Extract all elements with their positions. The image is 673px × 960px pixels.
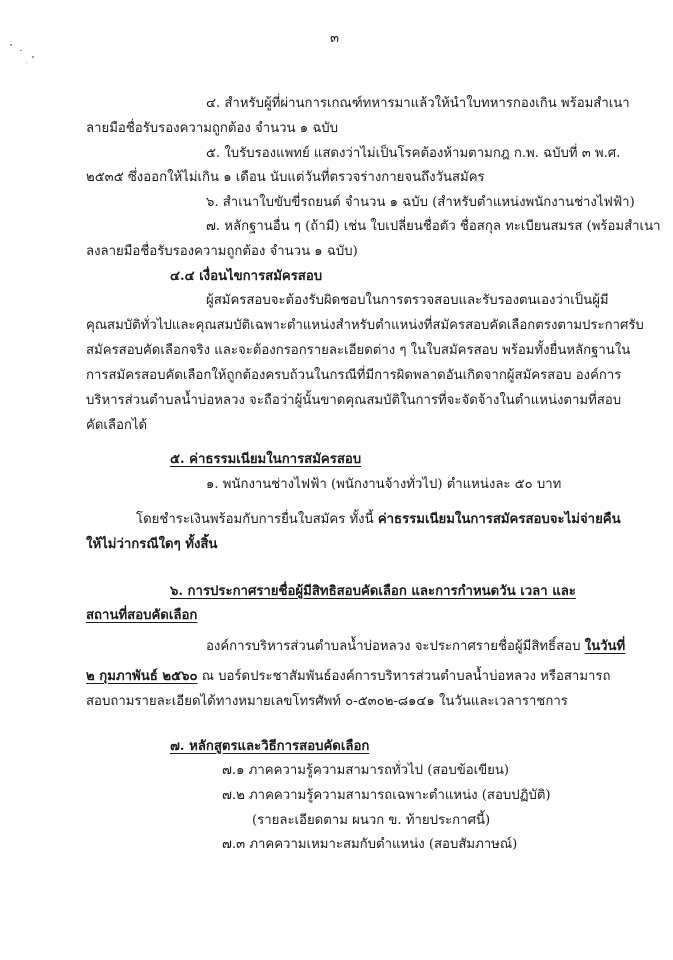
section-7-item-2-note: (รายละเอียดตาม ผนวก ข. ท้ายประกาศนี้) (252, 813, 491, 828)
section-5-payment-line1 (136, 511, 621, 529)
announce-text: องค์การบริหารส่วนตำบลน้ำบ่อหลวง จะประกาศรายชื่อผู้มีสิทธิ์สอบ (206, 639, 585, 654)
section-4-4-line: สมัครสอบคัดเลือกจริง และจะต้องกรอกรายละเอียดต่าง ๆ ในใบสมัครสอบ พร้อมทั้งยื่นหลักฐานใน (86, 343, 631, 358)
section-4-4-line: คุณสมบัติทั่วไปและคุณสมบัติเฉพาะตำแหน่งสำหรับตำแหน่งที่สมัครสอบคัดเลือกตรงตามประกาศรับ (86, 318, 644, 333)
item-5-line2: ๒๕๓๕ ซึ่งออกให้ไม่เกิน ๑ เดือน นับแต่วันที่ตรวจร่างกายจนถึงวันสมัคร (86, 170, 485, 185)
section-4-4-heading: ๔.๔ เงื่อนไขการสมัครสอบ (170, 269, 323, 284)
section-4-4-line: คัดเลือกได้ (86, 418, 148, 433)
item-7-line1: ๗. หลักฐานอื่น ๆ (ถ้ามี) เช่น ใบเปลี่ยนชื่อตัว ชื่อสกุล ทะเบียนสมรส (พร้อมสำเนา (206, 219, 661, 234)
item-4-line2: ลายมือชื่อรับรองความถูกต้อง จำนวน ๑ ฉบับ (86, 121, 339, 136)
announce-date-label: ในวันที่ (584, 639, 626, 654)
section-6-para-line1 (206, 638, 625, 656)
section-4-4-line: บริหารส่วนตำบลน้ำบ่อหลวง จะถือว่าผู้นั้นขาดคุณสมบัติในการที่จะจัดจ้างในตำแหน่งตามที่สอบ (86, 393, 622, 408)
item-5-line1: ๕. ใบรับรองแพทย์ แสดงว่าไม่เป็นโรคต้องห้ามตามกฎ ก.พ. ฉบับที่ ๓ พ.ศ. (206, 146, 621, 161)
section-7-heading: ๗. หลักสูตรและวิธีการสอบคัดเลือก (170, 739, 370, 754)
scan-specks (6, 40, 46, 70)
section-5-item-1: ๑. พนักงานช่างไฟฟ้า (พนักงานจ้างทั่วไป) ตำแหน่งละ ๕๐ บาท (206, 477, 562, 492)
section-6-heading-line2: สถานที่สอบคัดเลือก (86, 608, 198, 623)
section-6-para-line2 (86, 668, 610, 686)
section-5-payment-line2: ให้ไม่ว่ากรณีใดๆ ทั้งสิ้น (86, 537, 218, 552)
section-4-4-line: ผู้สมัครสอบจะต้องรับผิดชอบในการตรวจสอบและรับรองตนเองว่าเป็นผู้มี (206, 293, 609, 308)
announce-date: ๒ กุมภาพันธ์ ๒๕๖๐ (86, 669, 198, 684)
section-7-item-2: ๗.๒ ภาคความรู้ความสามารถเฉพาะตำแหน่ง (สอบปฏิบัติ) (222, 788, 551, 803)
section-6-heading-line1: ๖. การประกาศรายชื่อผู้มีสิทธิสอบคัดเลือก และการกำหนดวัน เวลา และ (170, 584, 576, 599)
item-6: ๖. สำเนาใบขับขี่รถยนต์ จำนวน ๑ ฉบับ (สำหรับตำแหน่งพนักงานช่างไฟฟ้า) (206, 195, 635, 210)
no-refund-text: ค่าธรรมเนียมในการสมัครสอบจะไม่จ่ายคืน (377, 512, 621, 527)
page-number: ๓ (330, 31, 340, 46)
section-5-heading: ๕. ค่าธรรมเนียมในการสมัครสอบ (170, 452, 362, 467)
item-7-line2: ลงลายมือชื่อรับรองความถูกต้อง จำนวน ๑ ฉบับ) (86, 244, 358, 259)
section-7-item-3: ๗.๓ ภาคความเหมาะสมกับตำแหน่ง (สอบสัมภาษณ์) (222, 837, 518, 852)
item-4-line1: ๔. สำหรับผู้ที่ผ่านการเกณฑ์ทหารมาแล้วให้นำใบทหารกองเกิน พร้อมสำเนา (206, 96, 630, 111)
section-7-item-1: ๗.๑ ภาคความรู้ความสามารถทั่วไป (สอบข้อเขียน) (222, 763, 510, 778)
section-6-para-line3: สอบถามรายละเอียดได้ทางหมายเลขโทรศัพท์ ๐-๕๓๐๒-๘๑๔๑ ในวันและเวลาราชการ (86, 694, 568, 709)
announce-place: ณ บอร์ดประชาสัมพันธ์องค์การบริหารส่วนตำบลน้ำบ่อหลวง หรือสามารถ (197, 669, 611, 684)
payment-text: โดยชำระเงินพร้อมกับการยื่นใบสมัคร ทั้งนี้ (136, 512, 378, 527)
section-4-4-line: การสมัครสอบคัดเลือกให้ถูกต้องครบถ้วนในกรณีที่มีการผิดพลาดอันเกิดจากผู้สมัครสอบ องค์การ (86, 368, 622, 383)
